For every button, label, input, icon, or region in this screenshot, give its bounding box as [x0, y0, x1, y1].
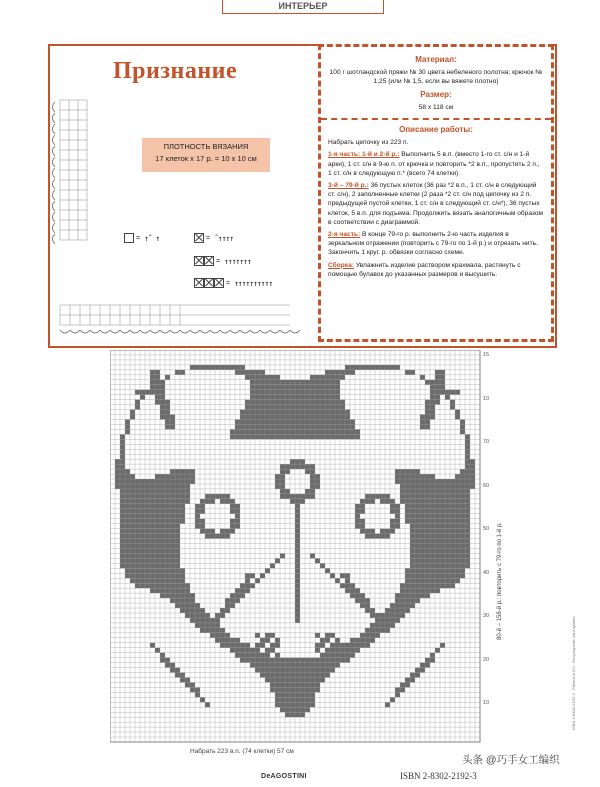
row-number-label: 10 — [483, 700, 490, 706]
materials-text: 100 г шотландской пряжи № 30 цвета небеленого полотна; крючок № 1,25 (или № 1,5, если вы вяжете плотно) — [329, 69, 543, 86]
filled-cell-symbol — [214, 278, 224, 288]
bottom-caption: Набрать 223 в.п. (74 клетки) 57 см — [190, 748, 294, 755]
row-number-label: 70 — [483, 439, 490, 445]
step-1-label: 1-я часть: 1-й и 2-й р.: — [328, 151, 400, 159]
size-title: Размер: — [420, 89, 452, 99]
legend-equals: = — [216, 257, 221, 265]
legend-row-filled-3 — [194, 278, 272, 288]
legend-row-filled-1 — [194, 233, 233, 243]
page-title: Признание — [113, 58, 238, 84]
side-caption: 80-й – 158-й р.: повторить с 79-го по 1-й р. — [497, 522, 503, 640]
fine-print: ISBN 2-8302-2192-3 · Printed in EU · Encyclopedic card system — [571, 616, 576, 730]
stitch-symbols: ˆ↑↑↑↑ — [214, 233, 234, 243]
row-number-label: 30 — [483, 613, 490, 619]
density-value: 17 клеток x 17 р. = 10 x 10 см — [155, 154, 257, 163]
legend-equals: = — [226, 279, 231, 287]
row-number-label: 10 — [483, 395, 490, 402]
step-4-label: Сборка: — [328, 261, 354, 269]
step-3-text: В конце 79-го р. выполнить 2-ю часть изделия в зеркальном отражении (повторить с 79-го по 1-й р.) и отрезать нить. Закончить 1 круг. р. обвязки согласно схеме. — [328, 231, 538, 257]
step-1 — [328, 150, 544, 178]
watermark: 头条 @巧手女工编织 — [462, 754, 560, 766]
legend-equals: = — [136, 234, 141, 242]
density-label: ПЛОТНОСТЬ ВЯЗАНИЯ — [163, 142, 249, 151]
materials-title: Материал: — [415, 55, 457, 64]
instructions-panel — [318, 44, 554, 342]
stitch-symbols: ↑↑↑↑↑↑↑↑↑↑ — [234, 278, 273, 288]
work-title: Описание работы: — [399, 125, 473, 135]
row-number-label: 50 — [483, 526, 490, 532]
section-header: ИНТЕРЬЕР — [222, 0, 384, 14]
step-4-text: Увлажнить изделие раствором крахмала, растянуть с помощью булавок до указанных размеров и высушить. — [328, 261, 521, 278]
row-number-label: 40 — [483, 569, 490, 576]
filled-cell-symbol — [194, 256, 204, 266]
step-2 — [328, 181, 544, 227]
isbn: ISBN 2-8302-2192-3 — [400, 771, 477, 781]
row-number-label: 20 — [483, 656, 490, 663]
stitch-symbols: ↑↑↑↑↑↑↑ — [224, 256, 251, 266]
filled-cell-symbol — [194, 278, 204, 288]
work-intro: Набрать цепочку из 223 п. — [328, 139, 409, 147]
publisher-logo: DeAGOSTINI — [261, 773, 307, 780]
step-3 — [328, 230, 544, 258]
panel-divider — [321, 118, 551, 120]
size-text: 58 x 118 см — [418, 103, 454, 111]
step-3-label: 2-я часть: — [328, 231, 361, 239]
filled-cell-symbol — [204, 278, 214, 288]
step-4 — [328, 261, 544, 279]
row-number-label: 60 — [483, 482, 490, 489]
row-number-label: 15 — [483, 352, 490, 358]
empty-cell-symbol — [124, 233, 134, 243]
edging-sample-chart — [50, 90, 300, 345]
step-1-text: Выполнить 5 в.п. (вместо 1-го ст. с/н и 1-й арки), 1 ст. с/н в 9-ю п. от крючка и повторить *2 в.п., пропустить 2 п., 1 ст. с/н в следующую п.* (всего 74 клетки). — [328, 151, 540, 177]
filled-cell-symbol — [204, 256, 214, 266]
step-2-label: 3-й – 79-й р.: — [328, 182, 369, 190]
legend-row-filled-2 — [194, 256, 251, 266]
legend-equals: = — [206, 234, 211, 242]
filet-chart — [110, 350, 490, 745]
stitch-symbols: ↑ˆ ↑ — [144, 233, 160, 243]
legend-row-empty — [124, 233, 159, 243]
filled-cell-symbol — [194, 233, 204, 243]
step-2-text: 36 пустых клеток (36 раз *2 в.п., 1 ст. с/н в следующий ст. с/н), 2 заполненные клетки (2 раза *2 ст. с/н под цепочку из 2 п. предыдущей пустой клетки, 1 ст. с/н в следующий ст. с/н*), 36 пустых клеток, 5 в.п. для подъема. Продолжить вязать аналогичным образом в соответствии с диаграммой. — [328, 182, 544, 226]
